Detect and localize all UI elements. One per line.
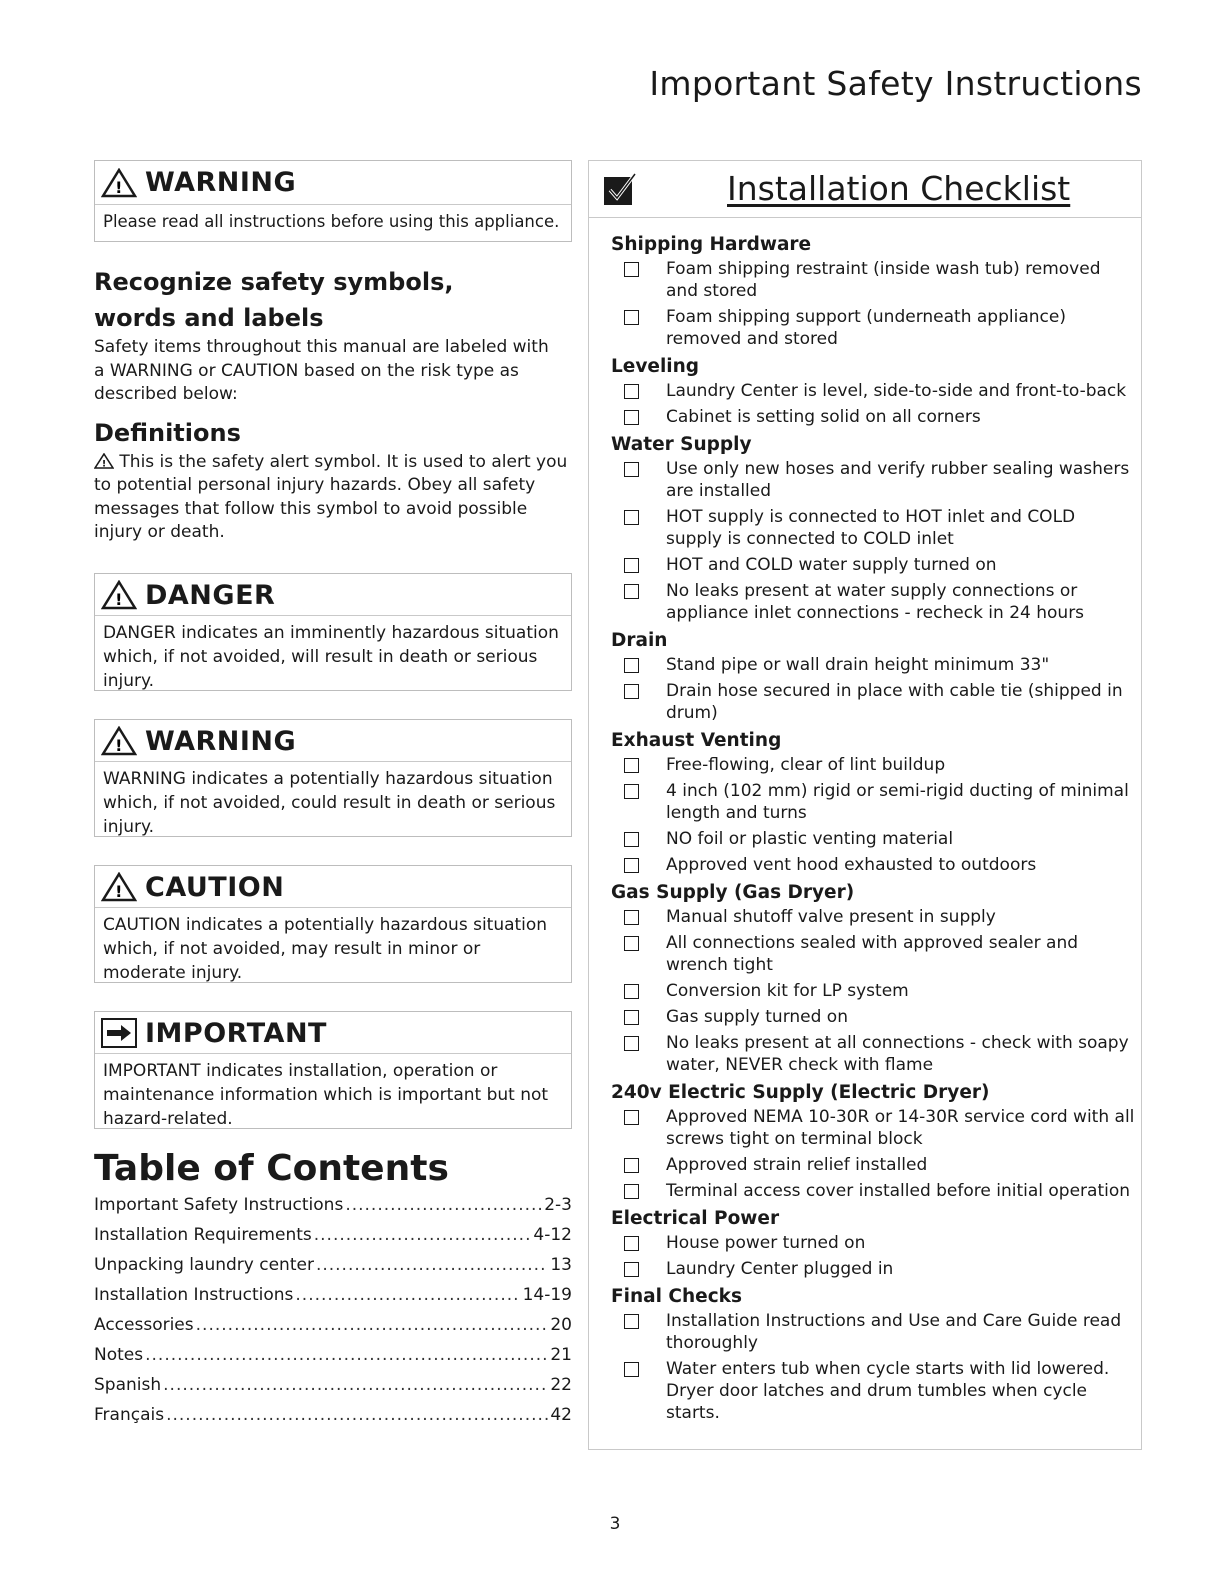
checklist-body <box>589 218 1141 1424</box>
checklist-item <box>611 1154 1141 1176</box>
danger-text: DANGER indicates an imminently hazardous situation which, if not avoided, will result in death or serious injury. <box>103 622 559 691</box>
checkbox-icon[interactable] <box>624 462 639 477</box>
checklist-item <box>611 1106 1141 1150</box>
checkbox-icon[interactable] <box>624 558 639 573</box>
checklist-item-text: NO foil or plastic venting material <box>666 829 954 849</box>
toc-page: 21 <box>550 1344 572 1365</box>
page-title: Important Safety Instructions <box>649 64 1142 103</box>
toc-row[interactable] <box>94 1195 572 1225</box>
checklist-item-text: All connections sealed with approved sealer and wrench tight <box>666 933 1079 975</box>
checklist-section-heading: Final Checks <box>611 1286 742 1307</box>
toc-label: Installation Requirements <box>94 1224 312 1245</box>
checklist-item-text: Free-flowing, clear of lint buildup <box>666 755 946 775</box>
caution-box <box>94 865 572 983</box>
top-warning-text: Please read all instructions before using this appliance. <box>103 212 560 231</box>
checklist-section-heading: Gas Supply (Gas Dryer) <box>611 882 855 903</box>
svg-text:!: ! <box>115 177 123 197</box>
checklist-item <box>611 906 1141 928</box>
toc-label: Important Safety Instructions <box>94 1194 344 1215</box>
checkbox-icon[interactable] <box>624 510 639 525</box>
safety-alert-icon <box>94 453 114 469</box>
top-warning-header <box>95 161 571 205</box>
toc-label: Unpacking laundry center <box>94 1254 314 1275</box>
safety-alert-icon <box>101 872 137 902</box>
toc-page: 4-12 <box>533 1224 572 1245</box>
checklist-item <box>611 1180 1141 1202</box>
checklist-item <box>611 258 1141 302</box>
safety-alert-icon <box>101 168 137 198</box>
checklist-item <box>611 554 1141 576</box>
checkbox-icon[interactable] <box>624 1110 639 1125</box>
checklist-item-text: Terminal access cover installed before initial operation <box>666 1181 1131 1201</box>
svg-text:!: ! <box>101 459 107 469</box>
checklist-item-text: Conversion kit for LP system <box>666 981 909 1001</box>
checklist-item <box>611 380 1141 402</box>
checklist-item-text: Use only new hoses and verify rubber sealing washers are installed <box>666 459 1130 501</box>
toc-row[interactable] <box>94 1375 572 1405</box>
checkbox-icon[interactable] <box>624 758 639 773</box>
checklist-section-heading: Leveling <box>611 356 700 377</box>
caution-title: CAUTION <box>145 871 285 903</box>
toc-title: Table of Contents <box>94 1147 449 1189</box>
checkbox-icon[interactable] <box>624 1010 639 1025</box>
checkbox-icon[interactable] <box>624 784 639 799</box>
checklist-item <box>611 680 1141 724</box>
checklist-item <box>611 1258 1141 1280</box>
checkbox-icon[interactable] <box>624 410 639 425</box>
checklist-item <box>611 1310 1141 1354</box>
checklist-section-heading: Electrical Power <box>611 1208 780 1229</box>
checklist-item <box>611 1232 1141 1254</box>
danger-header <box>95 574 571 616</box>
checklist-item-text: Cabinet is setting solid on all corners <box>666 407 981 427</box>
checklist-item <box>611 1032 1141 1076</box>
checkbox-icon[interactable] <box>624 1362 639 1377</box>
important-header <box>95 1012 571 1054</box>
checkbox-icon[interactable] <box>624 384 639 399</box>
recognize-text: Safety items throughout this manual are labeled with a WARNING or CAUTION based on the risk type as described below: <box>94 337 549 404</box>
toc-row[interactable] <box>94 1255 572 1285</box>
checklist-item <box>611 754 1141 776</box>
checklist-item <box>611 406 1141 428</box>
definitions-heading: Definitions <box>94 418 241 447</box>
svg-text:!: ! <box>115 736 123 755</box>
warning-header <box>95 720 571 762</box>
checklist-item-text: Gas supply turned on <box>666 1007 848 1027</box>
important-text: IMPORTANT indicates installation, operation or maintenance information which is important but not hazard-related. <box>103 1060 549 1129</box>
toc-label: Installation Instructions <box>94 1284 294 1305</box>
checklist-item-text: Laundry Center plugged in <box>666 1259 894 1279</box>
toc-label: Français <box>94 1404 165 1425</box>
definitions-heading-row <box>94 415 572 451</box>
checkbox-icon[interactable] <box>624 658 639 673</box>
checkbox-icon[interactable] <box>624 910 639 925</box>
checklist-item-text: HOT supply is connected to HOT inlet and COLD supply is connected to COLD inlet <box>666 507 1076 549</box>
checklist-item <box>611 580 1141 624</box>
toc-label: Notes <box>94 1344 144 1365</box>
checklist-item <box>611 980 1141 1002</box>
checklist-item-text: Approved strain relief installed <box>666 1155 928 1175</box>
top-warning-title: WARNING <box>145 167 297 198</box>
checklist-item-text: 4 inch (102 mm) rigid or semi-rigid ducting of minimal length and turns <box>666 781 1129 823</box>
checklist-section-heading: Exhaust Venting <box>611 730 782 751</box>
checklist-item <box>611 854 1141 876</box>
checklist-title: Installation Checklist <box>727 169 1071 208</box>
caution-text: CAUTION indicates a potentially hazardous situation which, if not avoided, may result in minor or moderate injury. <box>103 914 548 983</box>
checklist-item <box>611 1358 1141 1424</box>
toc-page: 42 <box>550 1404 572 1425</box>
checklist-header <box>589 161 1141 218</box>
checkbox-checked-icon <box>603 172 637 206</box>
checkbox-icon[interactable] <box>624 1236 639 1251</box>
checklist-item <box>611 306 1141 350</box>
warning-title: WARNING <box>145 725 297 757</box>
toc-row[interactable] <box>94 1225 572 1255</box>
left-column <box>94 160 572 1435</box>
definitions-paragraph <box>94 451 572 545</box>
toc-page: 14-19 <box>522 1284 572 1305</box>
page-number: 3 <box>609 1514 621 1534</box>
important-box <box>94 1011 572 1129</box>
checklist-item-text: Drain hose secured in place with cable tie (shipped in drum) <box>666 681 1123 723</box>
svg-text:!: ! <box>115 590 123 609</box>
checklist-section-heading: Water Supply <box>611 434 752 455</box>
toc-row[interactable] <box>94 1405 572 1435</box>
checklist-item-text: House power turned on <box>666 1233 866 1253</box>
checklist-item-text: Stand pipe or wall drain height minimum 33" <box>666 655 1050 675</box>
toc-row[interactable] <box>94 1345 572 1375</box>
installation-checklist <box>588 160 1142 1450</box>
checklist-item <box>611 828 1141 850</box>
checkbox-icon[interactable] <box>624 1314 639 1329</box>
checklist-item <box>611 458 1141 502</box>
checkbox-icon[interactable] <box>624 1184 639 1199</box>
checkbox-icon[interactable] <box>624 984 639 999</box>
danger-box <box>94 573 572 691</box>
checklist-item-text: Manual shutoff valve present in supply <box>666 907 996 927</box>
toc-list <box>94 1195 572 1435</box>
checklist-section-heading: 240v Electric Supply (Electric Dryer) <box>611 1082 990 1103</box>
recognize-heading: Recognize safety symbols, words and labels <box>94 268 454 332</box>
toc-leader-dots <box>145 1345 548 1365</box>
checkbox-icon[interactable] <box>624 858 639 873</box>
checklist-section-heading: Shipping Hardware <box>611 234 812 255</box>
checklist-item-text: No leaks present at all connections - check with soapy water, NEVER check with flame <box>666 1033 1129 1075</box>
checklist-item-text: Foam shipping support (underneath appliance) removed and stored <box>666 307 1066 349</box>
safety-alert-icon <box>101 726 137 756</box>
checklist-item-text: HOT and COLD water supply turned on <box>666 555 997 575</box>
toc-label: Spanish <box>94 1374 162 1395</box>
toc-page: 22 <box>550 1374 572 1395</box>
important-title: IMPORTANT <box>145 1017 327 1049</box>
arrow-right-icon <box>101 1018 137 1048</box>
checklist-item <box>611 654 1141 676</box>
toc-row[interactable] <box>94 1315 572 1345</box>
checkbox-icon[interactable] <box>624 936 639 951</box>
toc-leader-dots <box>166 1405 548 1425</box>
toc-leader-dots <box>345 1195 542 1215</box>
checklist-item-text: Laundry Center is level, side-to-side and front-to-back <box>666 381 1127 401</box>
checkbox-icon[interactable] <box>624 584 639 599</box>
checkbox-icon[interactable] <box>624 832 639 847</box>
checklist-item-text: No leaks present at water supply connections or appliance inlet connections - recheck in 24 hours <box>666 581 1085 623</box>
checkbox-icon[interactable] <box>624 1036 639 1051</box>
toc-page: 20 <box>550 1314 572 1335</box>
toc-leader-dots <box>316 1255 548 1275</box>
checklist-item <box>611 780 1141 824</box>
checkbox-icon[interactable] <box>624 1158 639 1173</box>
definitions-text: This is the safety alert symbol. It is used to alert you to potential personal injury hazards. Obey all safety messages that follow this symbol to avoid possible injury or death. <box>94 451 568 542</box>
svg-text:!: ! <box>115 882 123 901</box>
toc-page: 13 <box>550 1254 572 1275</box>
toc-page: 2-3 <box>544 1194 572 1215</box>
checklist-section-heading: Drain <box>611 630 668 651</box>
toc-leader-dots <box>163 1375 548 1395</box>
checkbox-icon[interactable] <box>624 684 639 699</box>
toc-leader-dots <box>295 1285 520 1305</box>
top-warning-box <box>94 160 572 242</box>
checkbox-icon[interactable] <box>624 310 639 325</box>
caution-header <box>95 866 571 908</box>
checklist-item <box>611 932 1141 976</box>
danger-title: DANGER <box>145 579 276 611</box>
warning-text: WARNING indicates a potentially hazardous situation which, if not avoided, could result in death or serious injury. <box>103 768 556 837</box>
checklist-item-text: Foam shipping restraint (inside wash tub) removed and stored <box>666 259 1101 301</box>
checklist-item-text: Approved NEMA 10-30R or 14-30R service cord with all screws tight on terminal block <box>666 1107 1135 1149</box>
checklist-item <box>611 506 1141 550</box>
checkbox-icon[interactable] <box>624 1262 639 1277</box>
safety-alert-icon <box>101 580 137 610</box>
checkbox-icon[interactable] <box>624 262 639 277</box>
checklist-item-text: Installation Instructions and Use and Care Guide read thoroughly <box>666 1311 1122 1353</box>
warning-box <box>94 719 572 837</box>
toc-label: Accessories <box>94 1314 194 1335</box>
toc-leader-dots <box>196 1315 549 1335</box>
checklist-item <box>611 1006 1141 1028</box>
toc-leader-dots <box>314 1225 532 1245</box>
checklist-item-text: Approved vent hood exhausted to outdoors <box>666 855 1037 875</box>
checklist-item-text: Water enters tub when cycle starts with lid lowered. Dryer door latches and drum tumbles when cycle starts. <box>666 1359 1110 1423</box>
toc-row[interactable] <box>94 1285 572 1315</box>
